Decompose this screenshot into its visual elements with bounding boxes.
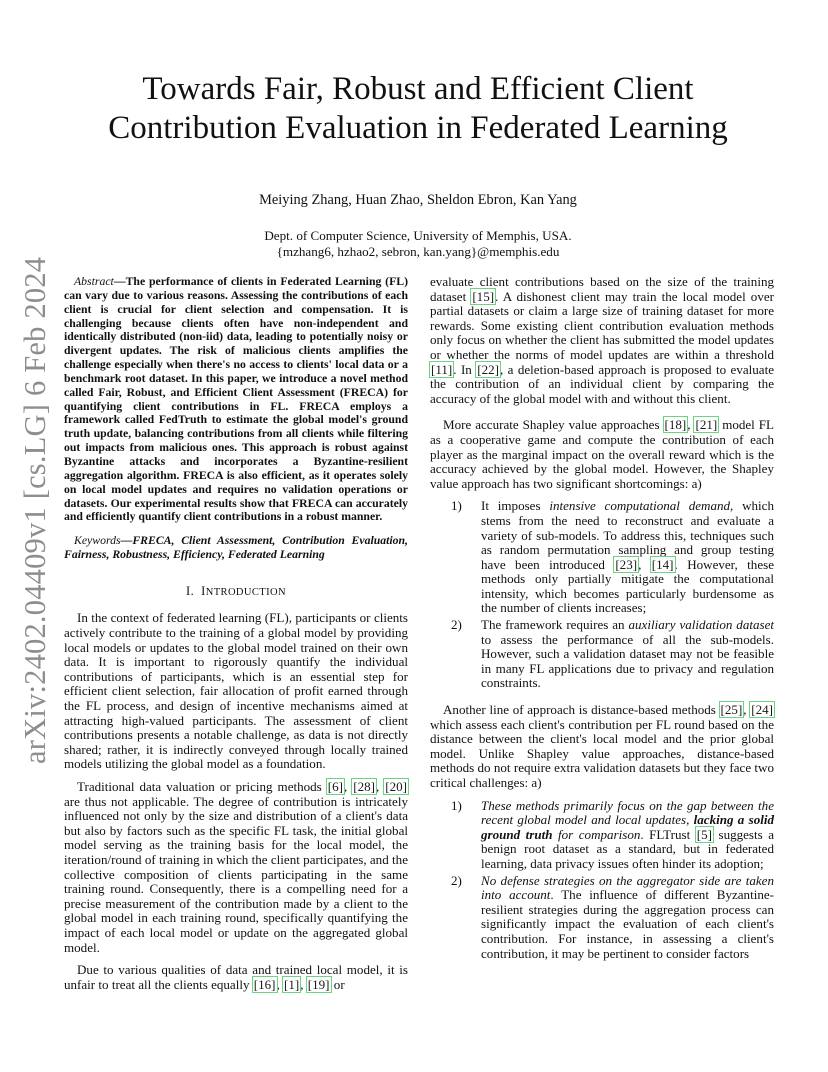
right-paragraph-3: Another line of approach is distance-based methods [25], [24] which assess each client's contribution per FL round based on the distance between the client's local model and the prior global model. Unlike Shapley value approaches, distance-based methods do not require extra validation datasets but they face two critical challenges: a) (430, 702, 774, 790)
title-line-1: Towards Fair, Robust and Efficient Client (142, 71, 694, 107)
left-column (64, 275, 408, 1000)
paragraph-text: suggests a benign root dataset as a standard, but in federated learning, data privacy issues often hinder its adoption; (481, 826, 775, 871)
emphasis-text: intensive computational demand (549, 498, 731, 514)
list-number: 1) (451, 498, 462, 514)
list-number: 1) (451, 797, 462, 813)
citation-link[interactable]: [19] (307, 976, 330, 992)
paragraph-text: . In (453, 361, 477, 377)
citation-link[interactable]: [28] (353, 779, 375, 794)
citation-link[interactable]: [6] (327, 779, 343, 794)
keywords-text: —FRECA, Client Assessment, Contribution Evaluation, Fairness, Robustness, Efficiency, Federated Learning (64, 534, 408, 562)
section-heading-introduction (64, 584, 408, 601)
citation-link[interactable]: [22] (477, 361, 499, 377)
citation-link[interactable]: [16] (253, 976, 276, 992)
paragraph-text: Traditional data valuation or pricing methods (77, 779, 327, 794)
citation-link[interactable]: [5] (696, 826, 712, 842)
emphasis-text: No defense strategies on the aggregator side are taken into account (481, 872, 774, 903)
paragraph-text: to assess the performance of all the sub-models. However, such a validation dataset may not be feasible in many FL applications due to privacy and regulation constraints. (481, 631, 774, 691)
citation-link[interactable]: [23] (615, 556, 638, 572)
shapley-shortcomings-list (430, 499, 774, 691)
citation-link[interactable]: [11] (431, 361, 453, 377)
paragraph-text: More accurate Shapley value approaches (443, 417, 664, 433)
list-item (430, 874, 774, 962)
paragraph-text: The framework requires an (481, 617, 629, 633)
emphasis-text: These methods primarily focus on the gap between the recent global model and local updates, (481, 797, 774, 828)
abstract-label: Abstract (74, 275, 114, 288)
right-paragraph-2: More accurate Shapley value approaches [18], [21] model FL as a cooperative game and compute the contribution of each player as the marginal impact on the overall reward which is the accuracy achieved by the global model. However, the Shapley value approach has two significant shortcomings: a) (430, 417, 774, 491)
paragraph-text: which assess each client's contribution per FL round based on the distance between the client's local model and the prior global model. Unlike Shapley value approaches, distance-based methods do not require extra validation datasets but they face two critical challenges: a) (430, 716, 774, 790)
emphasis-text: auxiliary validation dataset (628, 617, 774, 633)
citation-link[interactable]: [15] (472, 288, 495, 304)
emphasis-text: for comparison (552, 826, 641, 842)
citation-link[interactable]: [1] (284, 976, 300, 992)
list-number: 2) (451, 617, 462, 633)
paragraph-text: , a deletion-based approach is proposed to evaluate the contribution of an individual client by comparing the accuracy of the global model with and without this client. (430, 361, 774, 406)
right-paragraph-1 (430, 275, 774, 406)
paragraph-text: are thus not applicable. The degree of contribution is intricately influenced not only by the size and distribution of a client's data but also by factors such as the specific FL task, the initial global model serving as the training basis for the local model, the iteration/round of training in which the client participates, and the collective composition of clients participating in the same training round. Consequently, there is a compelling need for a precise measurement of the contribution made by a client to the global model in each training round, specifically quantifying the impact of each local model or update on the aggregated global model. (64, 793, 408, 955)
paper-title (60, 70, 776, 148)
affiliation-block (60, 228, 776, 260)
bold-emphasis-text: lacking a solid ground truth (481, 812, 774, 842)
citation-link[interactable]: [25] (720, 702, 743, 718)
paragraph-text: model FL as a cooperative game and compute the contribution of each player as the marginal impact on the overall reward which is the accuracy achieved by the global model. However, the Shapley value approach has two significant shortcomings: a) (430, 417, 774, 491)
intro-paragraph-2: Traditional data valuation or pricing methods [6], [28], [20] are thus not applicable. The degree of contribution is intricately influenced not only by the size and distribution of a client's data but also by factors such as the specific FL task, the initial global model serving as the training basis for the local model, the iteration/round of training in which the client participates, and the collective composition of clients participating in the same training round. Consequently, there is a compelling need for a precise measurement of the contribution made by a client to the global model in each training round, specifically quantifying the impact of each local model or update on the aggregated global model. (64, 779, 408, 955)
right-column (430, 275, 774, 973)
paragraph-text: . However, these methods only partially mitigate the computational intensity, which becomes particularly burdensome as the number of clients increases; (481, 556, 774, 616)
intro-paragraph-1: In the context of federated learning (FL), participants or clients actively contribute to the training of a global model by providing local models or updates to the global model trained on their own data. It is important to rigorously quantify the individual contributions of participants, which is an essential step for efficient client selection, fair allocation of profit earned through the FL process, and design of incentive mechanisms aimed at attracting high-valued participants. The assessment of client contributions presents a notable challenge, as data is not directly shared; rather, it is indirectly conveyed through locally trained models utilizing the global model as a foundation. (64, 610, 408, 772)
list-item (430, 799, 774, 872)
list-item: 1) It imposes intensive computational demand, which stems from the need to reconstruct and evaluate a variety of sub-models. To address this, techniques such as random permutation sampling and group testing have been introduced [23], [14]. However, these methods only partially mitigate the computational intensity, which becomes particularly burdensome as the number of clients increases; (451, 498, 774, 616)
citation-link[interactable]: [18] (664, 417, 687, 433)
paragraph-text: Another line of approach is distance-based methods (443, 702, 720, 718)
paragraph-text: or (330, 976, 345, 992)
arxiv-identifier-stamp: arXiv:2402.04409v1 [cs.LG] 6 Feb 2024 (18, 256, 52, 764)
citation-link[interactable]: [24] (751, 702, 773, 718)
title-line-2: Contribution Evaluation in Federated Learning (108, 110, 728, 146)
section-title-initial: I (201, 583, 206, 598)
paragraph-text: . The influence of different Byzantine-resilient strategies during the aggregation process can significantly impact the evaluation of each client's contribution. For instance, in assessing a client's contribution, it may be pertinent to consider factors (481, 887, 774, 961)
citation-link[interactable]: [21] (695, 417, 718, 433)
paragraph-text: evaluate client contributions based on the size of the training dataset (430, 274, 774, 304)
list-number: 2) (451, 872, 462, 888)
citation-link[interactable]: [20] (385, 779, 407, 794)
abstract (64, 275, 408, 524)
paragraph-text: . A dishonest client may train the local model over partial datasets or claim a large size of training dataset for more rewards. Some existing client contribution evaluation methods only focus on whether the client has submitted the model updates or whether the norms of model updates are within a threshold (430, 288, 774, 362)
citation-link[interactable]: [14] (651, 556, 674, 572)
keywords (64, 534, 408, 562)
affiliation: Dept. of Computer Science, University of Memphis, USA. (264, 228, 572, 243)
distance-challenges-list (430, 799, 774, 962)
paragraph-text: , which stems from the need to reconstruct and evaluate a variety of sub-models. To address this, techniques such as random permutation sampling and group testing have been introduced (481, 498, 774, 572)
intro-paragraph-3: Due to various qualities of data and trained local model, it is unfair to treat all the clients equally [16], [1], [19] or (64, 962, 408, 992)
section-title-rest: NTRODUCTION (205, 586, 286, 598)
paragraph-text: . FLTrust (640, 826, 696, 842)
section-number: I. (186, 583, 195, 598)
list-item (430, 618, 774, 691)
keywords-label: Keywords (74, 534, 121, 548)
abstract-text: —The performance of clients in Federated Learning (FL) can vary due to various reasons. Assessing the contributions of each client is crucial for client selection and compensation. It is challenging because clients often have non-independent and identically distributed (non-iid) data, leading to potentially noisy or divergent updates. The risk of malicious clients amplifies the challenge especially when there's no access to clients' local data or a benchmark root dataset. In this paper, we introduce a novel method called Fair, Robust, and Efficient Client Assessment (FRECA) for quantifying client contributions in FL. FRECA employs a framework called FedTruth to estimate the global model's ground truth update, balancing contributions from all clients while filtering out impacts from malicious ones. This approach is robust against Byzantine attacks and incorporates a Byzantine-resilient aggregation algorithm. FRECA is also efficient, as it operates solely on local model updates and requires no validation operations or datasets. Our experimental results show that FRECA can accurately and efficiently quantify client contributions in a robust manner. (64, 275, 408, 524)
paragraph-text: Due to various qualities of data and trained local model, it is unfair to treat all the clients equally (64, 962, 408, 992)
paragraph-text: It imposes (481, 498, 550, 514)
author-list: Meiying Zhang, Huan Zhao, Sheldon Ebron, Kan Yang (259, 192, 577, 208)
author-emails: {mzhang6, hzhao2, sebron, kan.yang}@memphis.edu (276, 244, 560, 259)
